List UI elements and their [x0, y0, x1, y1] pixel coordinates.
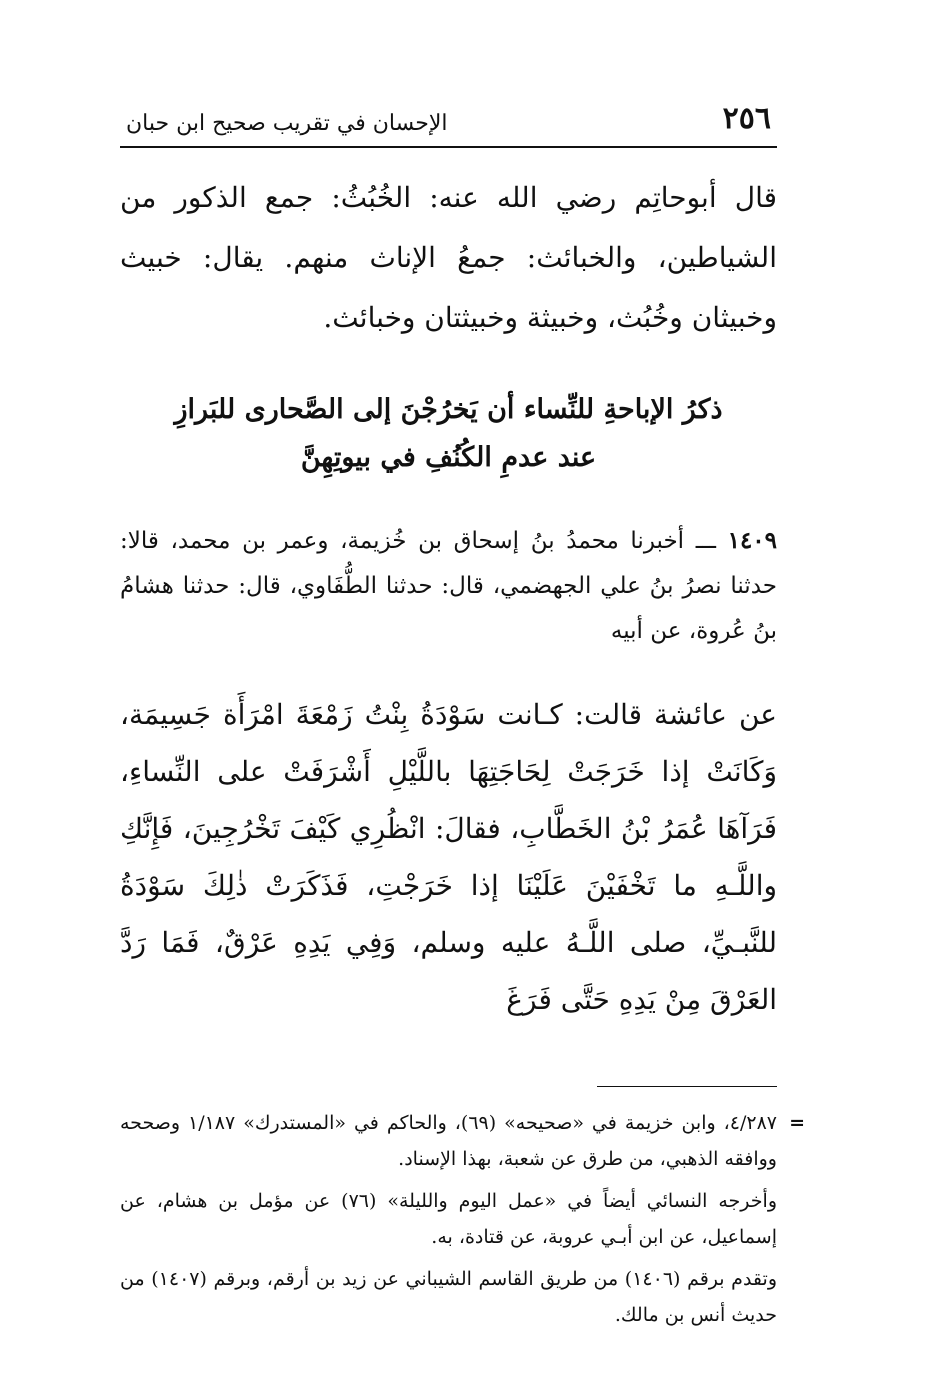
running-title: الإحسان في تقريب صحيح ابن حبان: [126, 111, 448, 136]
hadith-matn: عن عائشة قالت: كـانت سَوْدَةُ بِنْتُ زَمْعَةَ امْرَأَة جَسِيمَة، وَكَانَتْ إذا خَرَجَتْ لِحَاجَتِهَا باللَّيْلِ أَشْرَفَتْ على النِّساءِ، فَرَآهَا عُمَرُ بْنُ الخَطَّابِ، فقالَ: انْظُرِي كَيْفَ تَخْرُجِينَ، فَإِنَّكِ واللَّـهِ ما تَخْفَيْنَ عَلَيْنَا إذا خَرَجْتِ، فَذَكَرَتْ ذٰلِكَ سَوْدَةُ للنَّبـيِّ، صلى اللَّـهُ عليه وسلم، وَفِي يَدِهِ عَرْقٌ، فَمَا رَدَّ العَرْقَ مِنْ يَدِهِ حَتَّى فَرَغَ: [120, 698, 777, 1016]
section-heading: ذكرُ الإباحةِ للنِّساء أن يَخرُجْنَ إلى الصَّحارى للبَرازِ عند عدمِ الكُنُفِ في بيوتِهِنَّ: [174, 394, 723, 473]
page-header: [120, 80, 777, 148]
footnote-divider: [597, 1086, 777, 1087]
page-number: ٢٥٦: [722, 101, 771, 136]
footnotes: [120, 1105, 805, 1333]
hadith-number: ١٤٠٩: [727, 527, 778, 554]
hadith-isnad: [120, 518, 777, 654]
footnote-paragraph: [120, 1105, 805, 1177]
footnote-paragraph: وتقدم برقم (١٤٠٦) من طريق القاسم الشيباني عن زيد بن أرقم، وبرقم (١٤٠٧) من حديث أنس بن مالك.: [120, 1268, 777, 1326]
intro-paragraph: قال أبوحاتِم رضي الله عنه: الخُبُثُ: جمع الذكور من الشياطين، والخبائث: جمعُ الإناث منهم. يقال: خبيث وخبيثان وخُبُث، وخبيثة وخبيثتان وخبائث.: [120, 181, 777, 334]
continuation-mark: =: [789, 1112, 805, 1134]
isnad-text: ـــ أخبرنا محمدُ بنُ إسحاق بن خُزيمة، وعمر بن محمد، قالا: حدثنا نصرُ بنُ علي الجهضمي، قال: حدثنا الطُّفَاوي، قال: حدثنا هشامُ بنُ عُروة، عن أبيه: [120, 528, 777, 644]
footnote-paragraph: وأخرجه النسائي أيضاً في «عمل اليوم والليلة» (٧٦) عن مؤمل بن هشام، عن إسماعيل، عن ابن أبـي عروبة، عن قتادة، به.: [120, 1190, 777, 1248]
footnote-text: ٤/٢٨٧، وابن خزيمة في «صحيحه» (٦٩)، والحاكم في «المستدرك» ١/١٨٧ وصححه ووافقه الذهبي، من طرق عن شعبة، بهذا الإسناد.: [120, 1112, 778, 1170]
